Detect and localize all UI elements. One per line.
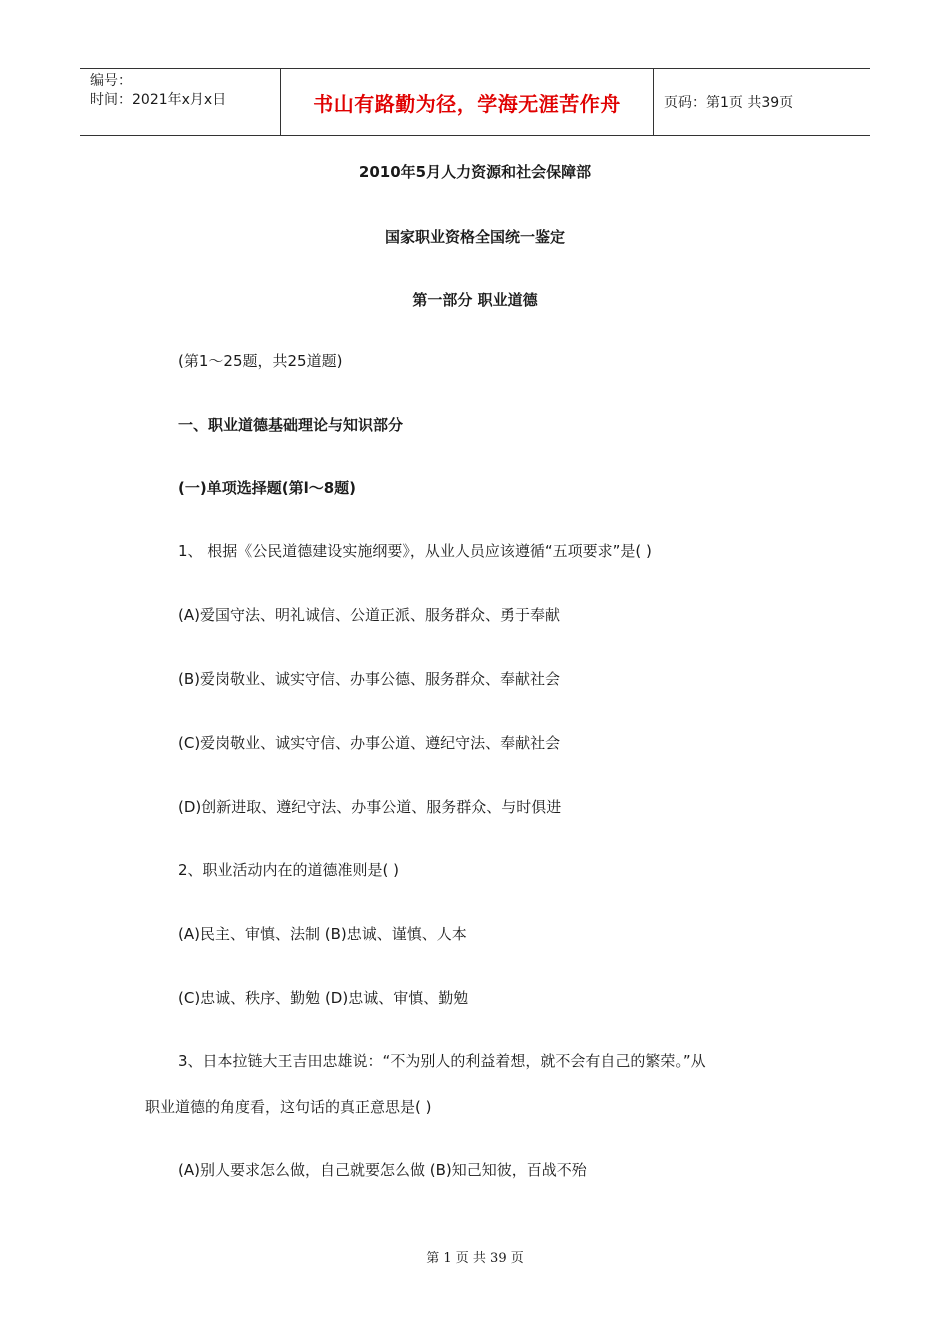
question-3-options-ab: (A)别人要求怎么做，自己就要怎么做 (B)知己知彼，百战不殆 bbox=[178, 1161, 587, 1179]
time-label: 时间：2021年x月x日 bbox=[90, 92, 227, 108]
question-2: 2、职业活动内在的道德准则是( ) bbox=[178, 861, 400, 879]
title-ministry: 2010年5月人力资源和社会保障部 bbox=[358, 163, 592, 181]
question-range: (第1～25题，共25道题) bbox=[178, 352, 343, 370]
question-1-option-d: (D)创新进取、遵纪守法、办事公道、服务群众、与时俱进 bbox=[178, 798, 562, 816]
header-motto-cell bbox=[281, 69, 654, 135]
question-1-option-c: (C)爱岗敬业、诚实守信、办事公道、遵纪守法、奉献社会 bbox=[178, 734, 561, 752]
question-2-options-cd: (C)忠诚、秩序、勤勉 (D)忠诚、审慎、勤勉 bbox=[178, 989, 469, 1007]
number-label: 编号： bbox=[90, 73, 132, 89]
page-header bbox=[80, 68, 870, 136]
section-heading: 一、职业道德基础理论与知识部分 bbox=[178, 416, 404, 434]
subsection-heading: (一)单项选择题(第l～8题) bbox=[178, 479, 357, 497]
title-exam: 国家职业资格全国统一鉴定 bbox=[384, 228, 565, 246]
header-page-info: 页码：第1页 共39页 bbox=[664, 95, 794, 111]
question-2-options-ab: (A)民主、审慎、法制 (B)忠诚、谨慎、人本 bbox=[178, 925, 467, 943]
page-footer: 第 1 页 共 39 页 bbox=[426, 1251, 524, 1266]
title-part-one: 第一部分 职业道德 bbox=[412, 291, 538, 309]
question-1-option-a: (A)爱国守法、明礼诚信、公道正派、服务群众、勇于奉献 bbox=[178, 606, 560, 624]
question-3-line-2: 职业道德的角度看，这句话的真正意思是( ) bbox=[145, 1098, 432, 1116]
question-1: 1、 根据《公民道德建设实施纲要》，从业人员应该遵循“五项要求”是( ) bbox=[178, 542, 652, 560]
question-3-line-1: 3、日本拉链大王吉田忠雄说：“不为别人的利益着想，就不会有自己的繁荣。”从 bbox=[178, 1052, 706, 1070]
question-1-option-b: (B)爱岗敬业、诚实守信、办事公德、服务群众、奉献社会 bbox=[178, 670, 560, 688]
header-left-cell bbox=[80, 69, 281, 135]
motto-text: 书山有路勤为径，学海无涯苦作舟 bbox=[313, 91, 621, 116]
